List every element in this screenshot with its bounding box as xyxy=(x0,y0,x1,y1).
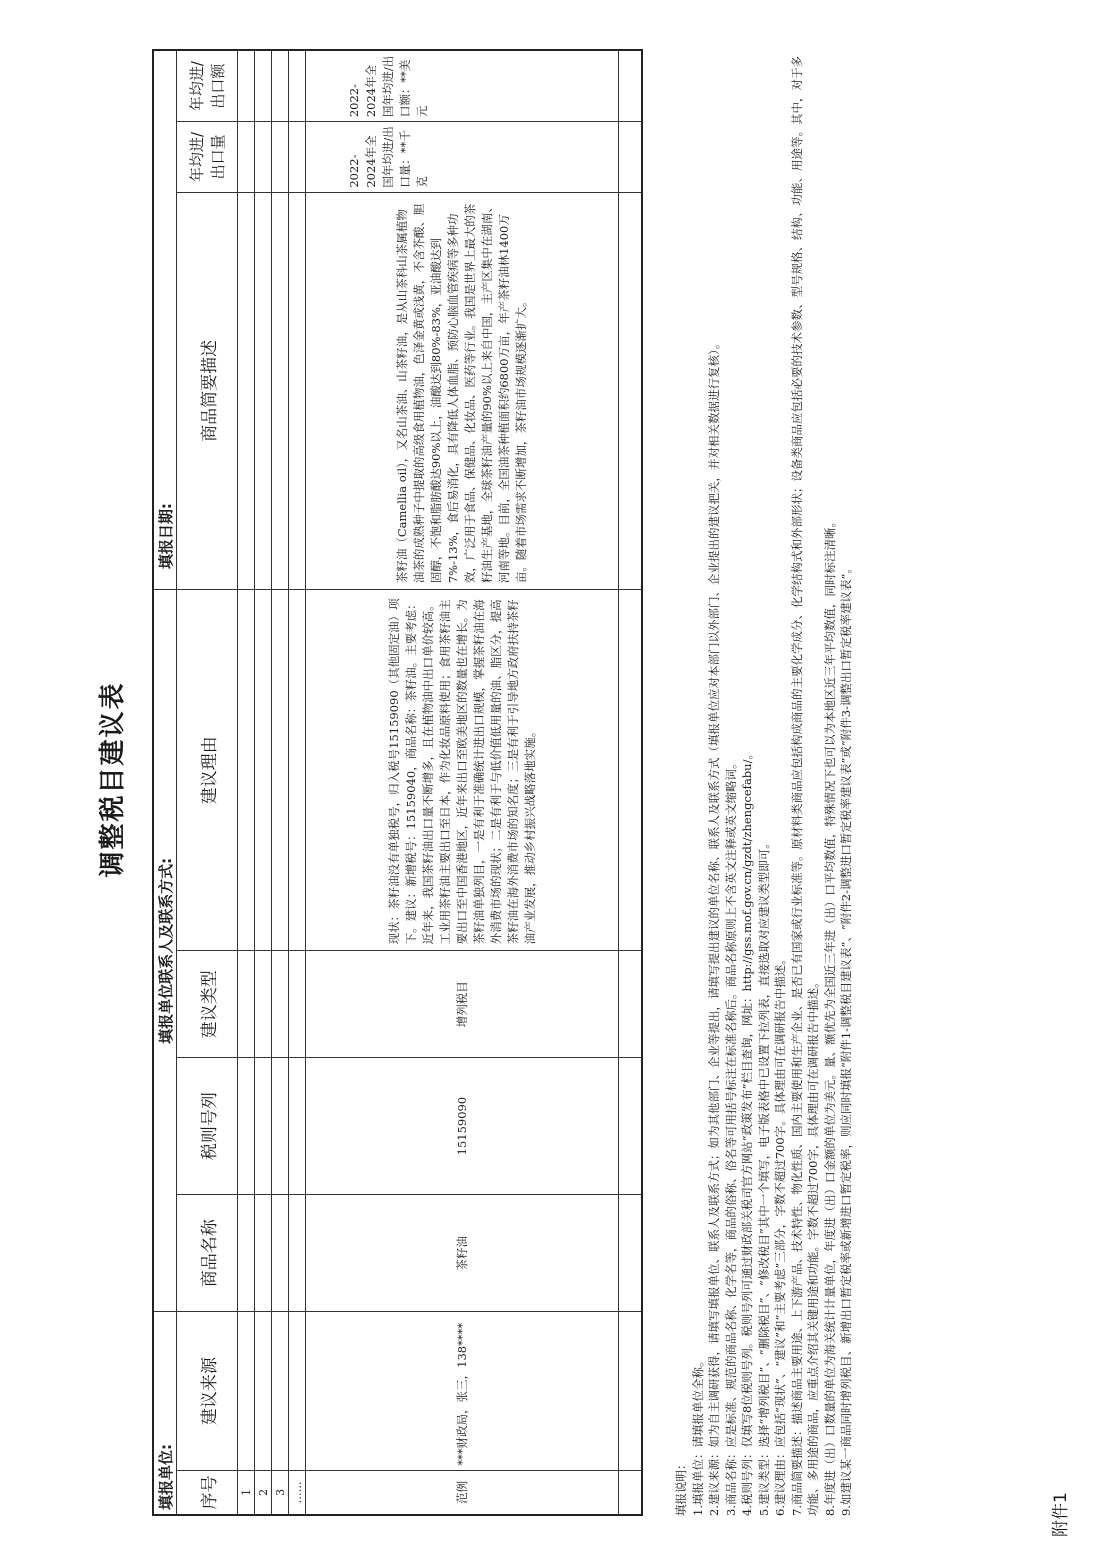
example-type: 增列税目 xyxy=(306,951,619,1058)
attachment-label: 附件1 xyxy=(1051,1492,1071,1537)
header-row xyxy=(177,50,238,1515)
header-type: 建议类型 xyxy=(177,951,238,1058)
example-row xyxy=(306,50,619,1515)
note-item: 5.建议类型：选择“增列税目”、“删除税目”、“修改税目”其中一个填写，电子版表格中已设置下拉列表，直接选取对应建议类型即可。 xyxy=(756,837,771,1516)
table-row xyxy=(238,50,255,1515)
example-product: 茶籽油 xyxy=(306,1194,619,1312)
header-source: 建议来源 xyxy=(177,1312,238,1470)
note-item: 2.建议来源：如为自主调研获得，请填写填报单位、联系人及联系方式；如为其他部门、企业等提出，请填写提出建议的单位名称、联系人及联系方式（填报单位应对本部门以外部门、企业提出的建议把关，并对相关数据进行复核）。 xyxy=(707,337,721,1516)
note-item: 8.年度进（出）口数量的单位为海关统计计量单位，年度进（出）口金额的单位为美元。量、额优先为全国近三年进（出）口平均数值，特殊情况下也可以为本地区近三年平均数值，同时标注清晰。 xyxy=(822,516,837,1516)
table-row xyxy=(289,50,306,1515)
note-item: 6.建议理由：应包括“现状”、“建议”和“主要考虑”三部分，字数不超过700字。具体理由可在调研报告中描述。 xyxy=(773,953,787,1516)
note-item: 1.填报单位：请填报单位全称。 xyxy=(690,1355,705,1516)
header-description: 商品简要描述 xyxy=(177,192,238,590)
example-description: 茶籽油（Camellia oil），又名山茶油、山茶籽油，是从山茶科山茶属植物油茶的成熟种子中提取的高级食用植物油，色泽金黄或浅黄，不含芥酸、胆固醇，不饱和脂肪酸达90%以上，油酸达到80%-83%，亚油酸达到7%-13%，食后易消化，具有降低人体血脂、预防心脑血管疾病等多种功效，广泛用于食品、保健品、化妆品、医药等行业。我国是世界上最大的茶籽油生产基地，全球茶籽油产量的90%以上来自中国，主产区集中在湖南、河南等地。目前，全国油茶种植面积约6800万亩，年产茶籽油林1400万亩。随着市场需求不断增加，茶籽油市场规模逐渐扩大。 xyxy=(306,192,619,590)
note-item: 4.税则号列：仅填写8位税则号列。税则号列可通过财政部关税司官方网站“政策发布”栏目查询，网址：http://gss.mof.gov.cn/gzdt/zhengcefabu/。 xyxy=(740,748,754,1516)
meta-row xyxy=(153,50,177,1515)
page-title: 调整税目建议表 xyxy=(98,681,128,878)
contact-label: 填报单位联系人及联系方式: xyxy=(153,590,177,1312)
example-source: ***财政局，张三，138**** xyxy=(306,1312,619,1470)
proposal-table xyxy=(152,49,643,1516)
row-index: 3 xyxy=(272,1470,289,1515)
date-label: 填报日期: xyxy=(153,50,177,590)
header-index: 序号 xyxy=(177,1470,238,1515)
header-tariff-code: 税则号列 xyxy=(177,1058,238,1195)
example-index: 范例 xyxy=(306,1470,619,1515)
row-index: 1 xyxy=(238,1470,255,1515)
fill-unit-label: 填报单位: xyxy=(153,1312,177,1515)
example-tariff-code: 15159090 xyxy=(306,1058,619,1195)
header-product: 商品名称 xyxy=(177,1194,238,1312)
blank-row xyxy=(619,50,643,1515)
header-volume: 年均进/出口量 xyxy=(177,122,238,193)
row-index: 2 xyxy=(255,1470,272,1515)
header-value: 年均进/出口额 xyxy=(177,50,238,122)
filling-instructions xyxy=(673,46,855,1516)
example-value: 2022-2024年全国年均进/出口额：**美元 xyxy=(306,50,619,122)
note-item: 3.商品名称：应是标准、规范的商品名称、化学名等，商品的俗称、俗名等可用括号标注在标准名称后。商品名称原则上不含英文注释或英文缩略词。 xyxy=(723,757,738,1516)
note-item: 7.商品简要描述：描述商品主要用途、上下游产品、技术特性、物化性质、国内主要使用和生产企业、是否已有国家或行业标准等。原材料类商品应包括构成商品的主要化学成分、化学结构式和外部形状；设备类商品应包括必要的技术参数、型号规格、结构、功能、用途等。其中，对于多功能、多用途的商品，应重点介绍其关键用途和功能。字数不超过700字，具体理由可在调研报告中描述。 xyxy=(789,56,820,1516)
row-index: …… xyxy=(289,1470,306,1515)
example-volume: 2022-2024年全国年均进/出口量：**千克 xyxy=(306,122,619,193)
notes-heading: 填报说明： xyxy=(674,1458,688,1516)
table-row xyxy=(272,50,289,1515)
example-reason: 现状：茶籽油没有单独税号，归入税号15159090（其他固定油）项下。建议：新增税号：15159040，商品名称：茶籽油。主要考虑：近年来，我国茶籽油出口量不断增多，且在植物油中出口单价较高。工业用茶籽油主要出口至日本，作为化妆品原料使用；食用茶籽油主要出口至中国香港地区，近年来出口至欧美地区的数量也在增长。为茶籽油单独列目，一是有利于准确统计进出口规模，掌握茶籽油在海外消费市场的现状；二是有利于与低价值低用量的油、脂区分，提高茶籽油在海外消费市场的知名度；三是有利于引导地方政府扶持茶籽油产业发展，推动乡村振兴战略落地实施。 xyxy=(306,590,619,951)
table-row xyxy=(255,50,272,1515)
note-item: 9.如建议某一商品同时增列税目、新增出口暂定税率或新增进口暂定税率，则应同时填报“附件1-调整税目建议表”、“附件2-调整进口暂定税率建议表”或“附件3-调整出口暂定税率建议表”。 xyxy=(839,562,853,1516)
header-reason: 建议理由 xyxy=(177,590,238,951)
